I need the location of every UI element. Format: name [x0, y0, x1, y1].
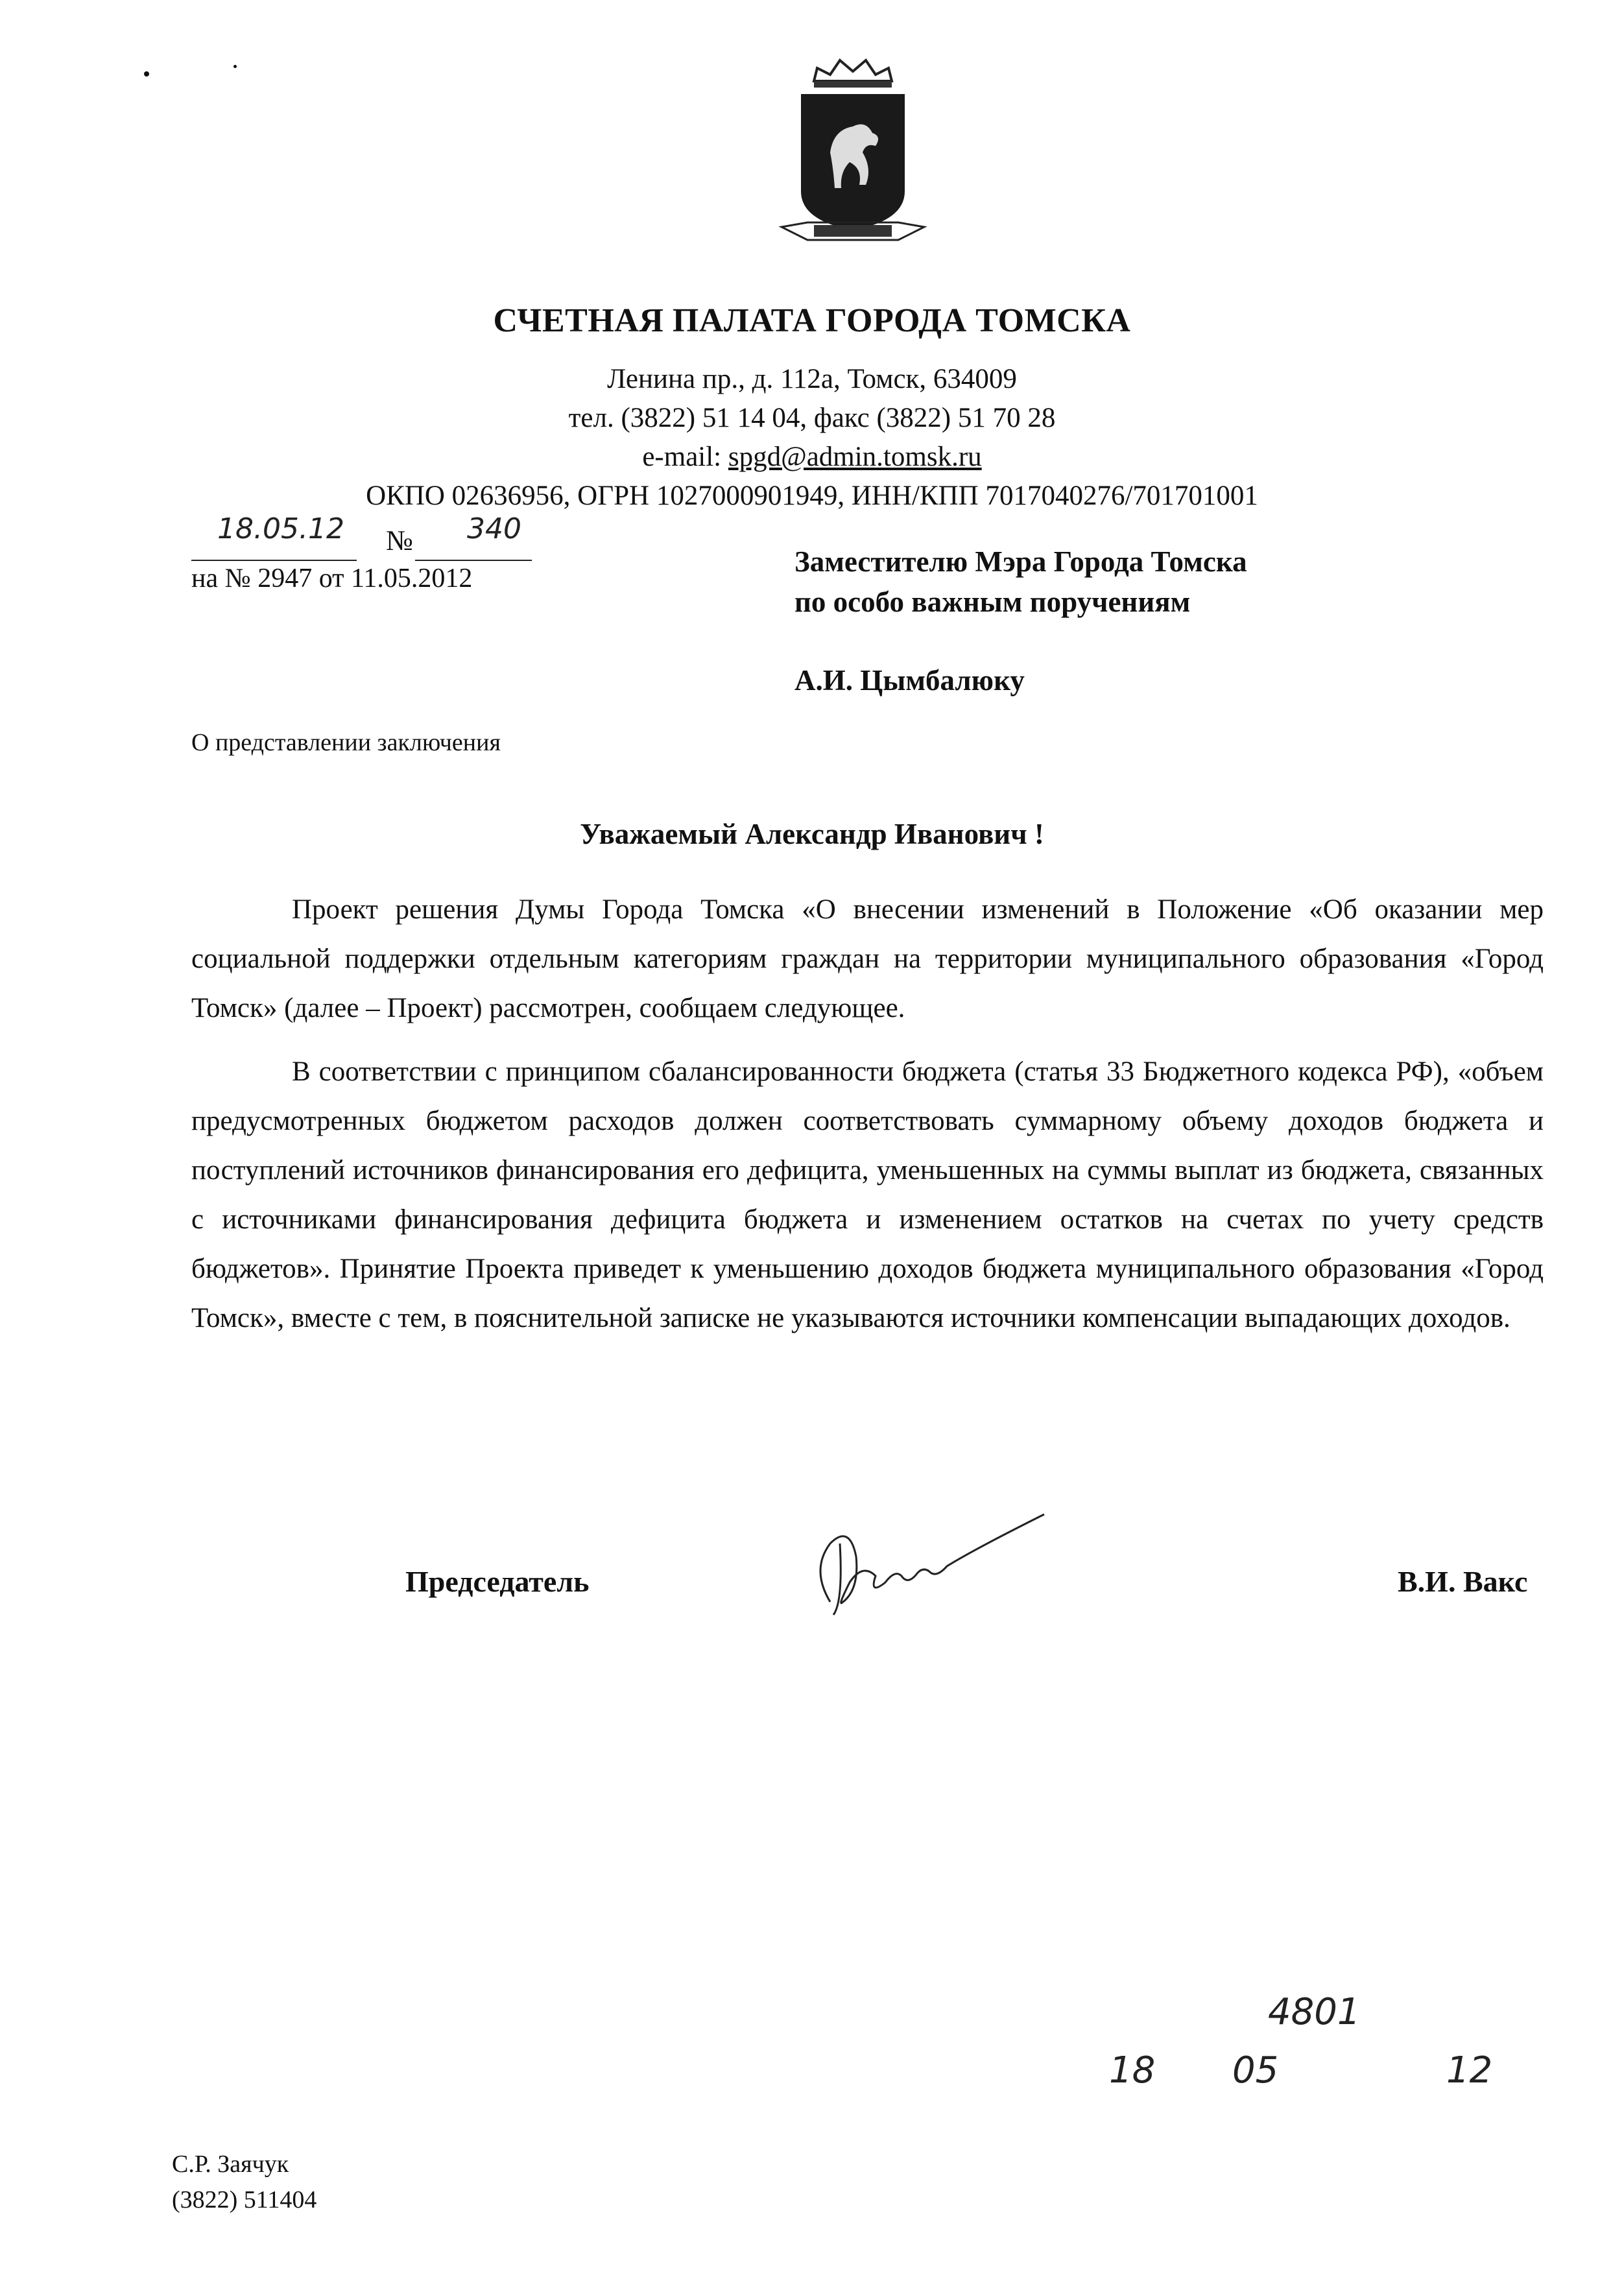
requisites-line: ОКПО 02636956, ОГРН 1027000901949, ИНН/КПП 7017040276/701701001: [366, 481, 1258, 511]
addressee-position: Заместителю Мэра Города Томска: [794, 545, 1247, 578]
executor-name: С.Р. Заячук: [172, 2151, 289, 2178]
tomsk-coat-of-arms-icon: [769, 55, 937, 250]
email-label: e-mail:: [642, 442, 728, 472]
handwritten-outgoing-date: 18.05.12: [217, 512, 344, 545]
email-line: [0, 441, 1624, 473]
scan-speck: [144, 71, 149, 77]
reference-line: на № 2947 от 11.05.2012: [191, 564, 473, 593]
body-paragraph: В соответствии с принципом сбалансированности бюджета (статья 33 Бюджетного кодекса РФ), «объем предусмотренных бюджетом расходов должен соответствовать суммарному объему доходов бюджета и поступлений источников финансирования его дефицита, уменьшенных на суммы выплат из бюджета, связанных с источниками финансирования дефицита бюджета и изменением остатков на счетах по учету средств бюджетов». Принятие Проекта приведет к уменьшению доходов бюджета муниципального образования «Город Томск», вместе с тем, в пояснительной записке не указываются источники компенсации выпадающих доходов.: [191, 1056, 1544, 1333]
incoming-year: 12: [1446, 2049, 1493, 2092]
scan-speck: [233, 65, 237, 68]
number-sign: №: [386, 525, 413, 556]
incoming-month: 05: [1232, 2049, 1279, 2092]
signatory-title: Председатель: [405, 1565, 590, 1598]
organization-title: СЧЕТНАЯ ПАЛАТА ГОРОДА ТОМСКА: [493, 302, 1131, 339]
number-underline: [415, 560, 532, 561]
email-link[interactable]: spgd@admin.tomsk.ru: [728, 442, 982, 472]
addressee-block: [794, 542, 1247, 622]
handwritten-outgoing-number: 340: [467, 512, 521, 545]
body-paragraph: Проект решения Думы Города Томска «О внесении изменений в Положение «Об оказании мер социальной поддержки отдельным категориям граждан на территории муниципального образования «Город Томск» (далее – Проект) рассмотрен, сообщаем следующее.: [191, 894, 1544, 1023]
phone-fax-line: тел. (3822) 51 14 04, факс (3822) 51 70 28: [568, 403, 1056, 433]
letter-subject: О представлении заключения: [191, 729, 501, 756]
greeting: Уважаемый Александр Иванович !: [580, 818, 1044, 850]
signatory-name: В.И. Вакс: [1398, 1565, 1528, 1598]
incoming-number: 4801: [1268, 1991, 1361, 2033]
executor-phone: (3822) 511404: [172, 2186, 317, 2213]
addressee-name: А.И. Цымбалюку: [794, 664, 1025, 697]
incoming-day: 18: [1109, 2049, 1156, 2092]
date-underline: [191, 560, 357, 561]
addressee-position-cont: по особо важным поручениям: [794, 586, 1191, 618]
address-line: Ленина пр., д. 112а, Томск, 634009: [607, 364, 1017, 394]
handwritten-signature: [804, 1505, 1051, 1621]
